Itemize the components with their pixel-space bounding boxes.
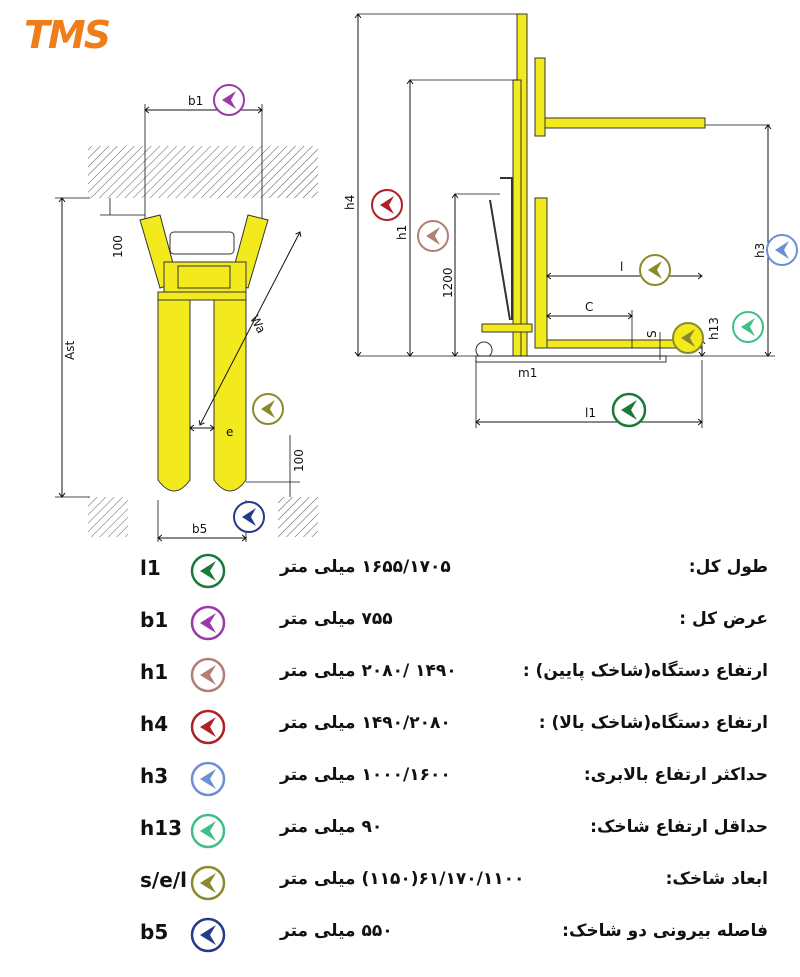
badge-h1-icon <box>418 221 448 251</box>
badge-e-icon <box>253 394 283 424</box>
wall-hatch-bottom-right <box>278 497 318 537</box>
spec-value: ۹۰ میلی متر <box>280 817 383 837</box>
c-label: C <box>585 300 594 314</box>
spec-row-l1 <box>0 545 800 597</box>
spec-row-b1 <box>0 597 800 649</box>
dim-1200-label: 1200 <box>441 267 455 298</box>
dim-100-top-label: 100 <box>111 235 125 258</box>
spec-code: h4 <box>140 712 169 736</box>
chevron-left-icon <box>188 551 228 591</box>
spec-code: h13 <box>140 816 183 840</box>
spec-label: ابعاد شاخک: <box>665 869 768 889</box>
badge-h13-icon <box>733 312 763 342</box>
h3-label: h3 <box>753 242 767 258</box>
spec-row-h13 <box>0 805 800 857</box>
chevron-left-icon <box>188 915 228 955</box>
chevron-left-icon <box>188 655 228 695</box>
ast-label: Ast <box>63 340 77 360</box>
wa-label: Wa <box>247 312 269 336</box>
spec-row-h1 <box>0 649 800 701</box>
badge-l1-icon <box>613 394 645 426</box>
logo-text: TMS <box>24 14 110 56</box>
spec-label: حداکثر ارتفاع بالابری: <box>583 765 768 785</box>
spec-value: ۶۱/۱۷۰/۱۱۰۰(۱۱۵۰) میلی متر <box>280 869 525 889</box>
spec-value: ۵۵۰ میلی متر <box>280 921 393 941</box>
chevron-left-icon <box>188 759 228 799</box>
spec-value: ۱۴۹۰ /۲۰۸۰ میلی متر <box>280 661 457 681</box>
wall-hatch-top <box>88 146 318 198</box>
badge-b5-icon <box>234 502 264 532</box>
h4-label: h4 <box>343 194 357 210</box>
spec-code: s/e/l <box>140 868 187 892</box>
badge-b1-icon <box>214 85 244 115</box>
fork-right <box>214 300 246 491</box>
chevron-left-icon <box>188 863 228 903</box>
fork-left <box>158 300 190 491</box>
side-view <box>343 14 797 428</box>
spec-label: عرض کل : <box>679 609 768 629</box>
spec-label: طول کل: <box>688 557 768 577</box>
spec-code: b5 <box>140 920 169 944</box>
chevron-left-icon <box>188 707 228 747</box>
spec-code: b1 <box>140 608 169 632</box>
spec-value: ۷۵۵ میلی متر <box>280 609 393 629</box>
spec-row-sel <box>0 857 800 909</box>
b5-dim-label: b5 <box>192 522 208 536</box>
b1-dim-label: b1 <box>188 94 204 108</box>
spec-code: l1 <box>140 556 161 580</box>
h13-label: h13 <box>707 317 721 340</box>
e-label: e <box>226 425 234 439</box>
spec-row-b5 <box>0 909 800 961</box>
spec-label: ارتفاع دستگاه(شاخک پایین) : <box>522 661 768 681</box>
spec-label: حداقل ارتفاع شاخک: <box>590 817 768 837</box>
badge-h3-icon <box>767 235 797 265</box>
l1-dim-label: l1 <box>585 406 596 420</box>
spec-label: ارتفاع دستگاه(شاخک بالا) : <box>538 713 768 733</box>
badge-s-icon <box>673 323 703 353</box>
spec-row-h3 <box>0 753 800 805</box>
chevron-left-icon <box>188 603 228 643</box>
chevron-left-icon <box>188 811 228 851</box>
l-label: l <box>620 260 624 274</box>
badge-l-icon <box>640 255 670 285</box>
h1-label: h1 <box>395 224 409 240</box>
dim-100-bottom-label: 100 <box>292 449 306 472</box>
spec-label: فاصله بیرونی دو شاخک: <box>562 921 768 941</box>
spec-row-h4 <box>0 701 800 753</box>
s-label: S <box>645 330 659 338</box>
m1-label: m1 <box>518 366 538 380</box>
spec-value: ۱۶۵۵/۱۷۰۵ میلی متر <box>280 557 451 577</box>
spec-code: h1 <box>140 660 169 684</box>
wall-hatch-bottom-left <box>88 497 128 537</box>
badge-h4-icon <box>372 190 402 220</box>
spec-code: h3 <box>140 764 169 788</box>
spec-table <box>0 545 800 977</box>
spec-value: ۱۰۰۰/۱۶۰۰ میلی متر <box>280 765 451 785</box>
spec-value: ۱۴۹۰/۲۰۸۰ میلی متر <box>280 713 451 733</box>
top-view <box>55 85 318 542</box>
